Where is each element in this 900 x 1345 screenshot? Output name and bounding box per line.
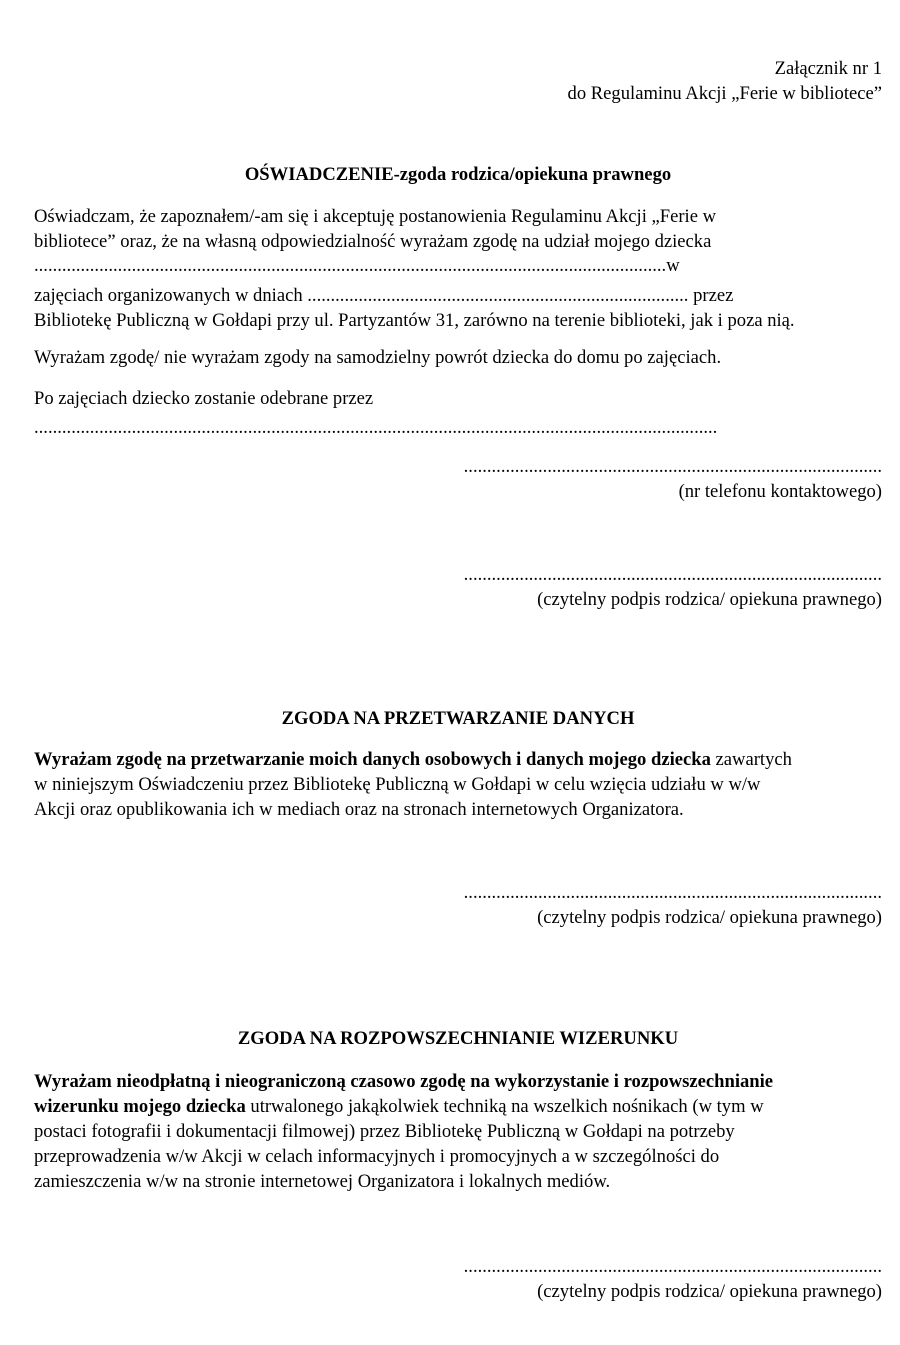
declaration-title: OŚWIADCZENIE-zgoda rodzica/opiekuna prawnego [244, 164, 672, 185]
image-consent-line-5: zamieszczenia w/w na stronie internetowej Organizatora i lokalnych mediów. [34, 1171, 611, 1192]
dates-field[interactable]: zajęciach organizowanych w dniach .................................................................................. przez [34, 285, 734, 306]
image-consent-title: ZGODA NA ROZPOWSZECHNIANIE WIZERUNKU [237, 1028, 679, 1049]
image-consent-line-4: przeprowadzenia w/w Akcji w celach informacyjnych i promocyjnych a w szczególności do [34, 1146, 720, 1167]
image-consent-line-1: Wyrażam nieodpłatną i nieograniczoną czasowo zgodę na wykorzystanie i rozpowszechnianie [34, 1071, 774, 1092]
image-consent-signature-label: (czytelny podpis rodzica/ opiekuna prawnego) [537, 1281, 882, 1302]
data-consent-line-1 [34, 748, 792, 772]
image-consent-line-2-rest: utrwalonego jakąkolwiek techniką na wszelkich nośnikach (w tym w [245, 1096, 764, 1117]
data-consent-signature-label: (czytelny podpis rodzica/ opiekuna prawnego) [537, 907, 882, 928]
declaration-line-5: Bibliotekę Publiczną w Gołdapi przy ul. Partyzantów 31, zarówno na terenie biblioteki, jak i poza nią. [34, 310, 795, 331]
annex-subtitle: do Regulaminu Akcji „Ferie w bibliotece” [567, 83, 882, 104]
declaration-line-2: bibliotece” oraz, że na własną odpowiedzialność wyrażam zgodę na udział mojego dziecka [34, 231, 712, 252]
data-consent-line-2: w niniejszym Oświadczeniu przez Bibliotekę Publiczną w Gołdapi w celu wzięcia udziału w w/w [34, 774, 761, 795]
return-home-statement: Wyrażam zgodę/ nie wyrażam zgody na samodzielny powrót dziecka do domu po zajęciach. [34, 347, 722, 368]
image-consent-line-2-bold: wizerunku mojego dziecka [34, 1096, 246, 1117]
data-consent-signature-field[interactable]: .......................................................................................... [463, 882, 882, 903]
data-consent-line-1-rest: zawartych [710, 749, 792, 770]
image-consent-line-3: postaci fotografii i dokumentacji filmowej) przez Bibliotekę Publiczną w Gołdapi na potrzeby [34, 1121, 735, 1142]
pickup-person-field[interactable]: ................................................................................................................................................... [34, 417, 718, 438]
data-consent-line-3: Akcji oraz opublikowania ich w mediach oraz na stronach internetowych Organizatora. [34, 799, 684, 820]
image-consent-line-2 [34, 1095, 764, 1119]
child-name-field[interactable]: ........................................................................................................................................w [34, 255, 680, 276]
annex-number: Załącznik nr 1 [774, 58, 882, 79]
declaration-signature-label: (czytelny podpis rodzica/ opiekuna prawnego) [537, 589, 882, 610]
declaration-line-1: Oświadczam, że zapoznałem/-am się i akceptuję postanowienia Regulaminu Akcji „Ferie w [34, 206, 717, 227]
declaration-signature-field[interactable]: .......................................................................................... [463, 564, 882, 585]
phone-field[interactable]: .......................................................................................... [463, 456, 882, 477]
pickup-statement: Po zajęciach dziecko zostanie odebrane przez [34, 388, 374, 409]
data-consent-bold-lead: Wyrażam zgodę na przetwarzanie moich danych osobowych i danych mojego dziecka [34, 749, 711, 770]
phone-label: (nr telefonu kontaktowego) [678, 481, 882, 502]
data-consent-title: ZGODA NA PRZETWARZANIE DANYCH [281, 708, 635, 729]
image-consent-signature-field[interactable]: .......................................................................................... [463, 1256, 882, 1277]
